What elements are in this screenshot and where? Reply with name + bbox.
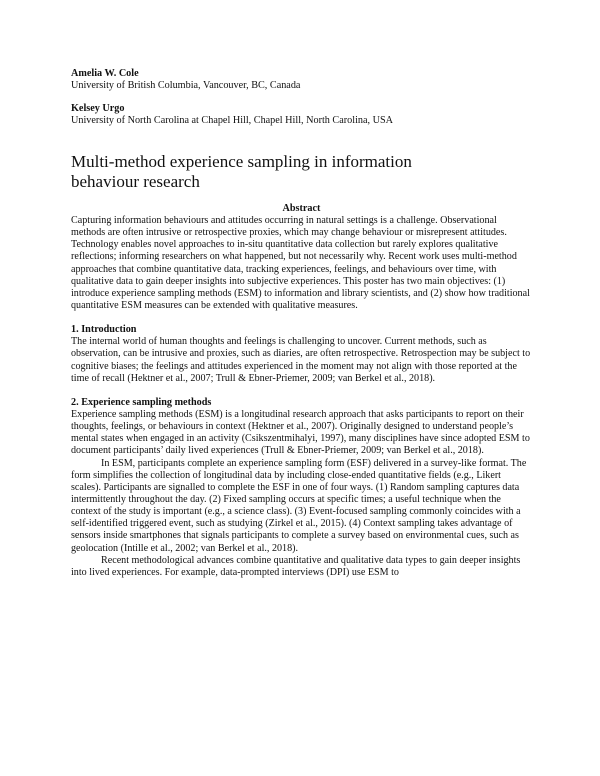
author-2 (71, 103, 532, 127)
section-paragraph: The internal world of human thoughts and feelings is challenging to uncover. Current methods, such as observation, can be intrusive and proxies, such as diaries, are often retrospective. Retrospection may be subject to cognitive biases; the feelings and attitudes experienced in the moment may not align with those reported at the time of recall (Hektner et al., 2007; Trull & Ebner-Priemer, 2009; van Berkel et al., 2018). (71, 336, 531, 384)
section-paragraph: Experience sampling methods (ESM) is a longitudinal research approach that asks participants to report on their thoughts, feelings, or behaviours in context (Hektner et al., 2007). Originally designed to understand people’s mental states when engaged in an activity (Csikszentmihalyi, 1997), many disciplines have since adopted ESM to document participants’ daily lived experiences (Trull & Ebner-Priemer, 2009; van Berkel et al., 2018). (71, 408, 530, 457)
section-heading-esm: 2. Experience sampling methods (71, 396, 212, 408)
author-name: Amelia W. Cole (71, 68, 139, 79)
paper-title: Multi-method experience sampling in information behaviour research (71, 152, 412, 191)
author-affiliation: University of British Columbia, Vancouver, BC, Canada (71, 80, 301, 91)
author-1 (71, 68, 532, 92)
section-paragraph: Recent methodological advances combine quantitative and qualitative data types to gain deeper insights into lived experiences. For example, data-prompted interviews (DPI) use ESM to (71, 554, 521, 578)
author-name: Kelsey Urgo (71, 103, 125, 114)
abstract-text: Capturing information behaviours and attitudes occurring in natural settings is a challenge. Observational methods are often intrusive or retrospective proxies, which may change behaviour or misrepresent attitudes. Technology enables novel approaches to in-situ quantitative data collection but rarely explores qualitative reflections; informing researchers on what happened, but not necessarily why. Recent work uses multi-method approaches that combine quantitative data, tracking experiences, feelings, and behaviours over time, with qualitative data to gain deeper insights into subjective experiences. This poster has two main objectives: (1) introduce experience sampling methods (ESM) to information and library scientists, and (2) show how traditional quantitative ESM measures can be extended with qualitative measures. (71, 215, 530, 312)
section-heading-introduction: 1. Introduction (71, 324, 137, 336)
author-affiliation: University of North Carolina at Chapel Hill, Chapel Hill, North Carolina, USA (71, 115, 393, 126)
abstract-heading: Abstract (282, 203, 321, 214)
section-paragraph: In ESM, participants complete an experience sampling form (ESF) delivered in a survey-like format. The form simplifies the collection of longitudinal data by including close-ended quantitative fields (e.g., Likert scales). Participants are signalled to complete the ESF in one of four ways. (1) Random sampling captures data intermittently throughout the day. (2) Fixed sampling occurs at specific times; a useful technique when the context of the study is important (e.g., a science class). (3) Event-focused sampling commonly coincides with a self-identified triggered event, such as studying (Zirkel et al., 2015). (4) Context sampling takes advantage of sensors inside smartphones that signals participants to complete a survey based on environmental cues, such as geolocation (Intille et al., 2002; van Berkel et al., 2018). (71, 457, 527, 554)
